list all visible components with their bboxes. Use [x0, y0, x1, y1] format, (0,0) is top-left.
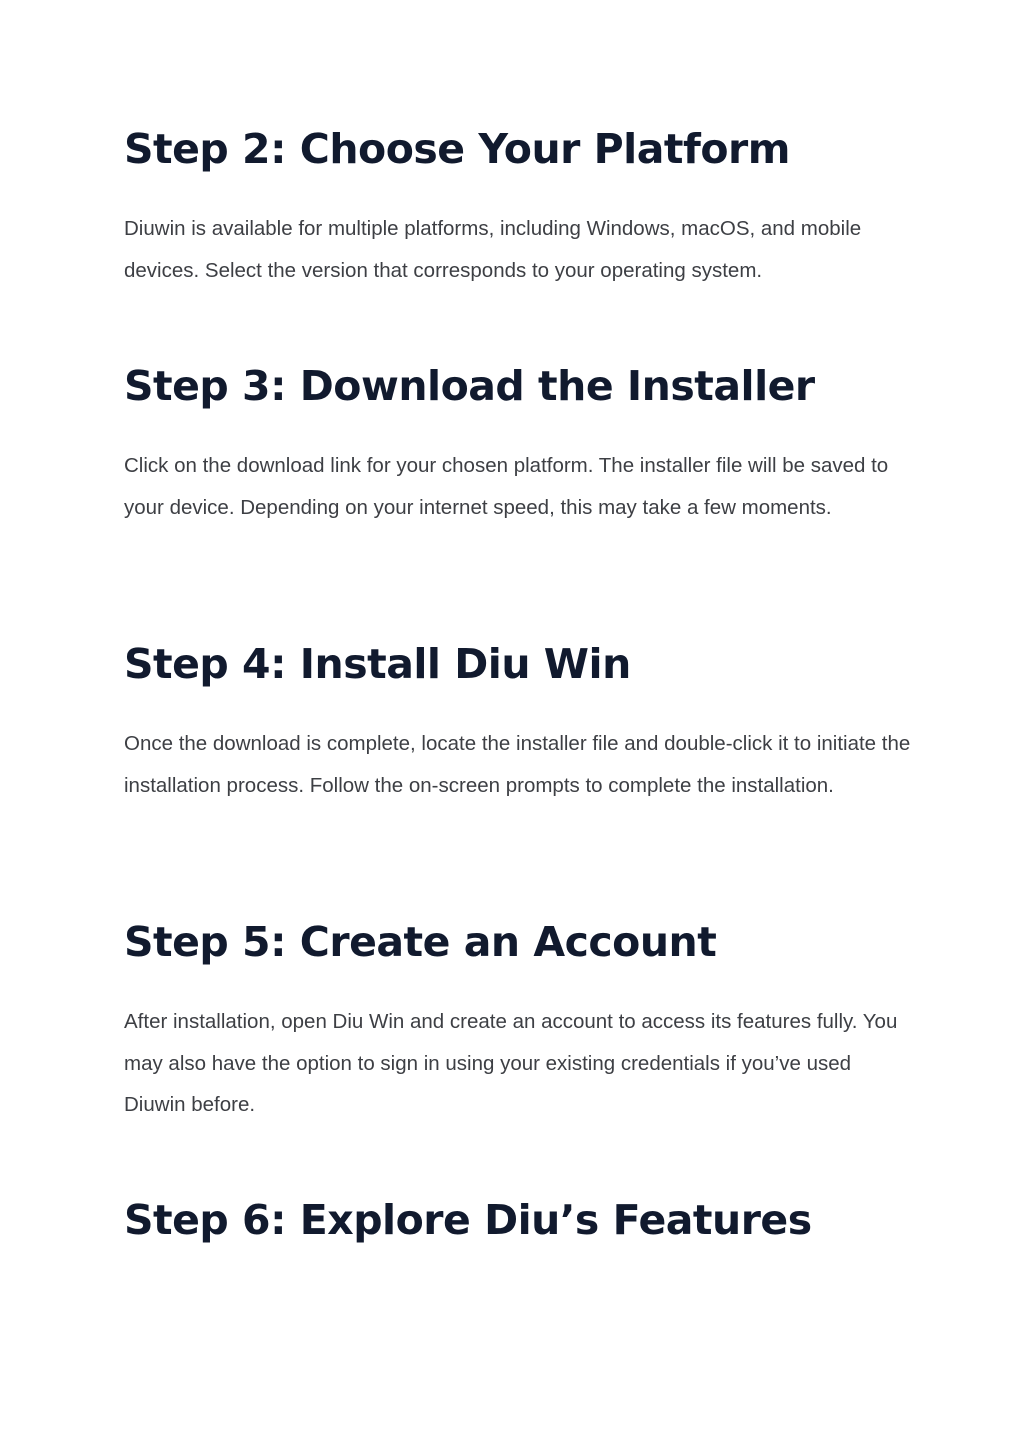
- section-heading: Step 5: Create an Account: [124, 918, 717, 966]
- section-paragraph: Diuwin is available for multiple platforms, including Windows, macOS, and mobile devices. Select the version that corresponds to your operating system.: [124, 217, 862, 282]
- section-step-3: [124, 360, 914, 519]
- section-heading: Step 3: Download the Installer: [124, 362, 815, 410]
- section-step-4: [124, 638, 914, 797]
- section-step-2: [124, 123, 914, 282]
- section-step-6: [124, 1194, 914, 1246]
- section-heading: Step 6: Explore Diu’s Features: [124, 1196, 812, 1244]
- section-step-5: [124, 916, 914, 1116]
- section-paragraph: After installation, open Diu Win and create an account to access its features fully. You may also have the option to sign in using your existing credentials if you’ve used Diuwin before.: [124, 1010, 898, 1116]
- section-paragraph: Click on the download link for your chosen platform. The installer file will be saved to your device. Depending on your internet speed, this may take a few moments.: [124, 454, 889, 519]
- section-paragraph: Once the download is complete, locate the installer file and double-click it to initiate the installation process. Follow the on-screen prompts to complete the installation.: [124, 732, 911, 797]
- section-heading: Step 2: Choose Your Platform: [124, 125, 790, 173]
- section-heading: Step 4: Install Diu Win: [124, 640, 631, 688]
